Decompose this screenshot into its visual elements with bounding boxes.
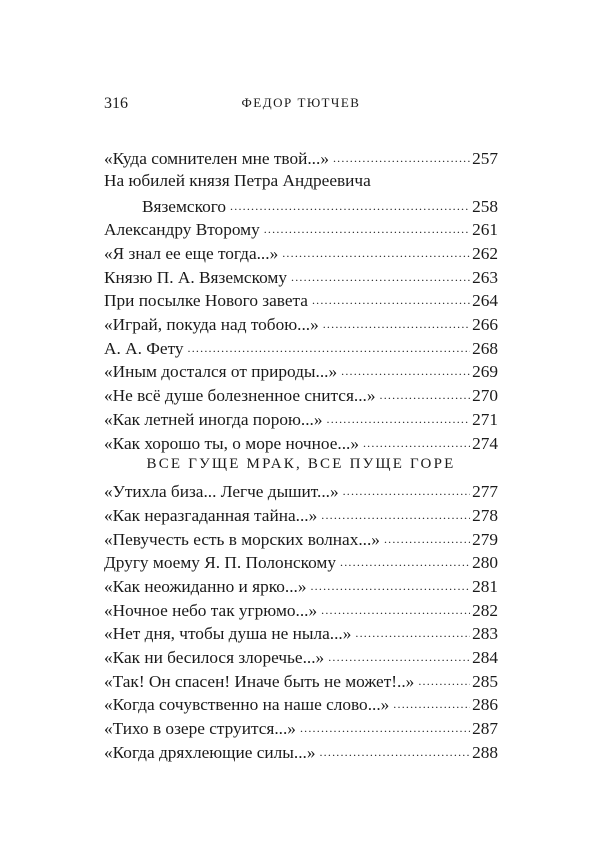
toc-entry: [104, 741, 498, 765]
dot-leader: [282, 242, 470, 259]
toc-entry: [104, 480, 498, 504]
toc-entry-page-number: 268: [472, 338, 498, 358]
toc-entry-page-number: 288: [472, 742, 498, 762]
running-title: ФЕДОР ТЮТЧЕВ: [241, 95, 361, 110]
toc-entry-title: «Ночное небо так угрюмо...»: [104, 600, 318, 620]
toc-entry-page-number: 286: [472, 695, 498, 715]
dot-leader: [384, 527, 470, 544]
toc-entry: [104, 147, 498, 171]
toc-entry-page-number: 282: [472, 600, 498, 620]
table-of-contents-part-2: [104, 480, 498, 764]
page-number: 316: [104, 95, 128, 112]
toc-entry-page-number: 287: [472, 719, 498, 739]
dot-leader: [300, 717, 470, 734]
toc-entry-title: Князю П. А. Вяземскому: [104, 267, 288, 287]
dot-leader: [341, 360, 470, 377]
toc-entry: [104, 313, 498, 337]
toc-entry: [104, 598, 498, 622]
toc-entry-title: Вяземского: [142, 196, 227, 216]
toc-entry-page-number: 277: [472, 482, 498, 502]
dot-leader: [312, 289, 470, 306]
toc-entry-page-number: 263: [472, 267, 498, 287]
dot-leader: [343, 480, 470, 497]
toc-entry: [104, 194, 498, 218]
toc-entry: [104, 242, 498, 266]
toc-entry-title: «Как летней иногда порою...»: [104, 409, 323, 429]
dot-leader: [310, 575, 470, 592]
section-heading: ВСЕ ГУЩЕ МРАК, ВСЕ ПУЩЕ ГОРЕ: [146, 456, 456, 472]
dot-leader: [363, 431, 470, 448]
dot-leader: [291, 265, 470, 282]
toc-entry: [104, 265, 498, 289]
toc-entry: [104, 551, 498, 575]
toc-entry: [104, 670, 498, 694]
toc-entry-page-number: 271: [472, 409, 498, 429]
dot-leader: [418, 670, 470, 687]
toc-entry-title: «Иным достался от природы...»: [104, 362, 338, 382]
toc-entry: [104, 408, 498, 432]
toc-entry-page-number: 266: [472, 315, 498, 335]
toc-entry-page-number: 278: [472, 505, 498, 525]
dot-leader: [393, 693, 470, 710]
toc-entry-title: «Я знал ее еще тогда...»: [104, 244, 279, 264]
toc-entry: [104, 218, 498, 242]
dot-leader: [340, 551, 470, 568]
toc-entry-page-number: 269: [472, 362, 498, 382]
toc-entry: [104, 171, 498, 195]
toc-entry-title: «Когда сочувственно на наше слово...»: [104, 695, 390, 715]
toc-entry-title: «Как неожиданно и ярко...»: [104, 577, 307, 597]
toc-entry: [104, 289, 498, 313]
dot-leader: [323, 313, 470, 330]
toc-entry-page-number: 280: [472, 553, 498, 573]
dot-leader: [380, 384, 471, 401]
toc-entry: [104, 431, 498, 455]
toc-entry-page-number: 270: [472, 386, 498, 406]
dot-leader: [333, 147, 470, 164]
toc-entry: [104, 384, 498, 408]
toc-entry-title: «Когда дряхлеющие силы...»: [104, 742, 316, 762]
toc-entry-page-number: 283: [472, 624, 498, 644]
toc-entry-title: «Как ни бесилося злоречье...»: [104, 648, 325, 668]
dot-leader: [319, 741, 470, 758]
dot-leader: [321, 504, 470, 521]
toc-entry-page-number: 284: [472, 648, 498, 668]
toc-entry-title: Александру Второму: [104, 220, 260, 240]
toc-entry-title: Другу моему Я. П. Полонскому: [104, 553, 337, 573]
table-of-contents-part-1: [104, 147, 498, 455]
toc-entry-title: А. А. Фету: [104, 338, 184, 358]
toc-entry: [104, 504, 498, 528]
toc-entry-page-number: 285: [472, 671, 498, 691]
toc-entry-title: «Утихла биза... Легче дышит...»: [104, 482, 339, 502]
toc-entry-page-number: 258: [472, 196, 498, 216]
dot-leader: [355, 622, 470, 639]
toc-entry-title: «Не всё душе болезненное снится...»: [104, 386, 376, 406]
dot-leader: [321, 598, 470, 615]
toc-entry: [104, 622, 498, 646]
toc-entry: [104, 646, 498, 670]
toc-entry: [104, 693, 498, 717]
toc-entry-title: На юбилей князя Петра Андреевича: [104, 170, 371, 190]
toc-entry-title: «Тихо в озере струится...»: [104, 719, 296, 739]
toc-entry-title: «Как неразгаданная тайна...»: [104, 505, 318, 525]
toc-entry-page-number: 262: [472, 244, 498, 264]
toc-entry-title: «Куда сомнителен мне твой...»: [104, 149, 329, 169]
toc-entry-page-number: 281: [472, 577, 498, 597]
toc-entry-page-number: 257: [472, 149, 498, 169]
toc-entry-page-number: 264: [472, 291, 498, 311]
toc-entry-title: «Так! Он спасен! Иначе быть не может!..»: [104, 671, 415, 691]
toc-entry-title: При посылке Нового завета: [104, 291, 308, 311]
toc-entry-title: «Певучесть есть в морских волнах...»: [104, 529, 380, 549]
toc-entry: [104, 527, 498, 551]
toc-entry-title: «Как хорошо ты, о море ночное...»: [104, 433, 359, 453]
toc-entry: [104, 337, 498, 361]
toc-entry: [104, 360, 498, 384]
dot-leader: [327, 408, 471, 425]
toc-entry: [104, 717, 498, 741]
toc-entry-page-number: 261: [472, 220, 498, 240]
page-header: [104, 95, 498, 117]
toc-entry-title: «Нет дня, чтобы душа не ныла...»: [104, 624, 352, 644]
dot-leader: [188, 337, 471, 354]
toc-entry-page-number: 274: [472, 433, 498, 453]
toc-entry-title: «Играй, покуда над тобою...»: [104, 315, 319, 335]
toc-entry-page-number: 279: [472, 529, 498, 549]
dot-leader: [230, 194, 470, 211]
dot-leader: [328, 646, 470, 663]
dot-leader: [264, 218, 470, 235]
toc-entry: [104, 575, 498, 599]
